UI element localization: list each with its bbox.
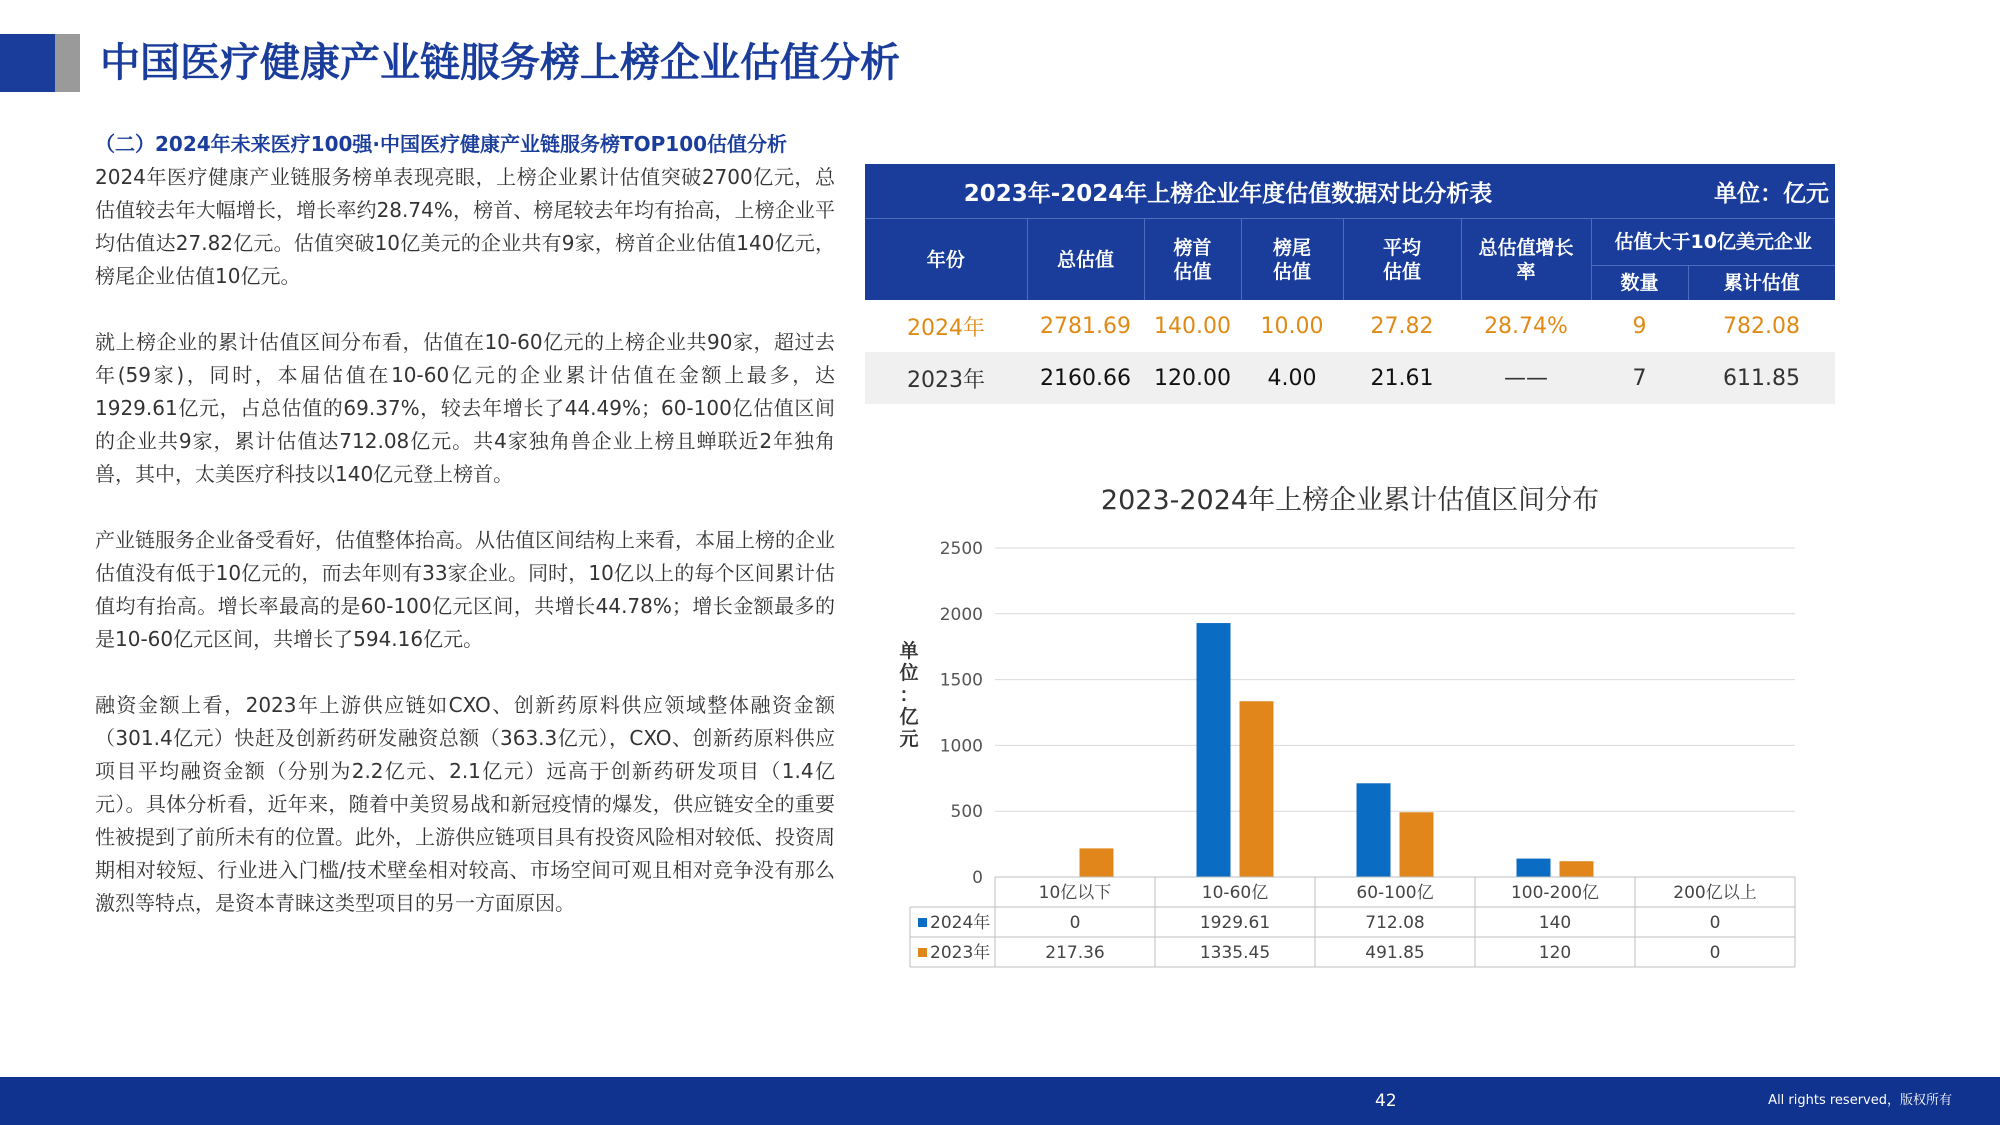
x-tick-label: 10亿以下 [1038, 883, 1112, 903]
title-accent-blue [0, 34, 55, 92]
header-avg: 平均 估值 [1343, 219, 1461, 301]
paragraph-4: 融资金额上看，2023年上游供应链如CXO、创新药原料供应领域整体融资金额（301.4亿元）快赶及创新药研发融资总额（363.3亿元），CXO、创新药原料供应项目平均融资金额（分别为2.2亿元、2.1亿元）远高于创新药研发项目（1.4亿元）。具体分析看，近年来，随着中美贸易战和新冠疫情的爆发，供应链安全的重要性被提到了前所未有的位置。此外，上游供应链项目具有投资风险相对较低、投资周期相对较短、行业进入门槛/技术壁垒相对较高、市场空间可观且相对竞争没有那么激烈等特点，是资本青睐这类型项目的另一方面原因。 [95, 693, 835, 915]
cell-bottom: 10.00 [1241, 300, 1343, 352]
legend-label: 2024年 [930, 913, 991, 933]
valuation-comparison-table [865, 164, 1835, 404]
paragraph-3: 产业链服务企业备受看好，估值整体抬高。从估值区间结构上来看，本届上榜的企业估值没有低于10亿元的，而去年则有33家企业。同时，10亿以上的每个区间累计估值均有抬高。增长率最高的是60-100亿元区间，共增长44.78%；增长金额最多的是10-60亿元区间，共增长了594.16亿元。 [95, 528, 835, 651]
header-over-1b: 估值大于10亿美元企业 [1591, 219, 1835, 266]
table-header-row [865, 219, 1835, 266]
header-top: 榜首 估值 [1144, 219, 1241, 301]
legend-swatch [918, 948, 927, 957]
table-title: 2023年-2024年上榜企业年度估值数据对比分析表 [865, 164, 1591, 219]
bar-2023 [1560, 861, 1594, 877]
cell-top: 120.00 [1144, 352, 1241, 404]
paragraph-1: 2024年医疗健康产业链服务榜单表现亮眼，上榜企业累计估值突破2700亿元，总估值较去年大幅增长，增长率约28.74%，榜首、榜尾较去年均有抬高，上榜企业平均估值达27.82亿元。估值突破10亿美元的企业共有9家，榜首企业估值140亿元，榜尾企业估值10亿元。 [95, 165, 835, 288]
cell-growth: 28.74% [1461, 300, 1591, 352]
valuation-distribution-chart [880, 530, 1810, 980]
data-label: 120 [1538, 943, 1572, 963]
header-count: 数量 [1591, 266, 1688, 301]
bar-2024 [1517, 859, 1551, 877]
data-label: 0 [1709, 913, 1721, 933]
bar-2024 [1197, 623, 1231, 877]
cell-cum: 782.08 [1688, 300, 1835, 352]
footer [0, 1077, 2000, 1125]
cell-cum: 611.85 [1688, 352, 1835, 404]
data-label: 1335.45 [1199, 943, 1271, 963]
bar-2023 [1240, 701, 1274, 877]
cell-total: 2160.66 [1027, 352, 1144, 404]
data-label: 217.36 [1045, 943, 1105, 963]
bar-2023 [1400, 812, 1434, 877]
table-unit: 单位：亿元 [1591, 164, 1835, 219]
chart-title: 2023-2024年上榜企业累计估值区间分布 [1100, 485, 1600, 516]
page-title: 中国医疗健康产业链服务榜上榜企业估值分析 [100, 40, 900, 86]
data-label: 0 [1069, 913, 1081, 933]
data-label: 491.85 [1365, 943, 1425, 963]
table-row [865, 300, 1835, 352]
y-tick-label: 2000 [939, 604, 983, 625]
cell-avg: 21.61 [1343, 352, 1461, 404]
data-label: 140 [1538, 913, 1572, 933]
cell-count: 9 [1591, 300, 1688, 352]
y-tick-label: 1500 [939, 670, 983, 691]
x-tick-label: 100-200亿 [1510, 883, 1600, 903]
y-tick-label: 500 [950, 802, 983, 823]
y-tick-label: 0 [972, 868, 983, 888]
legend-label: 2023年 [930, 943, 991, 963]
page-number: 42 [1375, 1091, 1397, 1111]
data-label: 1929.61 [1199, 913, 1271, 933]
section-heading: （二）2024年未来医疗100强·中国医疗健康产业链服务榜TOP100估值分析 [95, 132, 788, 156]
header-total: 总估值 [1027, 219, 1144, 301]
x-tick-label: 10-60亿 [1201, 883, 1269, 903]
cell-count: 7 [1591, 352, 1688, 404]
header-cum: 累计估值 [1688, 266, 1835, 301]
analysis-text [95, 128, 835, 953]
bar-2024 [1357, 783, 1391, 877]
data-label: 712.08 [1365, 913, 1425, 933]
table-row [865, 352, 1835, 404]
header-bottom: 榜尾 估值 [1241, 219, 1343, 301]
y-tick-label: 1000 [939, 736, 983, 757]
header-year: 年份 [865, 219, 1027, 301]
cell-year: 2023年 [865, 352, 1027, 404]
y-axis-title: 单 位 ： 亿 元 [899, 640, 919, 750]
paragraph-2: 就上榜企业的累计估值区间分布看，估值在10-60亿元的上榜企业共90家，超过去年(59家)，同时，本届估值在10-60亿元的企业累计估值在金额上最多，达1929.61亿元，占总估值的69.37%，较去年增长了44.49%；60-100亿估值区间的企业共9家，累计估值达712.08亿元。共4家独角兽企业上榜且蝉联近2年独角兽，其中，太美医疗科技以140亿元登上榜首。 [95, 330, 835, 486]
cell-total: 2781.69 [1027, 300, 1144, 352]
x-tick-label: 60-100亿 [1356, 883, 1434, 903]
bar-2023 [1080, 848, 1114, 877]
cell-year: 2024年 [865, 300, 1027, 352]
table-caption-row [865, 164, 1835, 219]
legend-swatch [918, 918, 927, 927]
cell-bottom: 4.00 [1241, 352, 1343, 404]
title-accent-gray [55, 34, 80, 92]
y-tick-label: 2500 [939, 539, 983, 559]
cell-growth: —— [1461, 352, 1591, 404]
copyright: All rights reserved，版权所有 [1768, 1093, 1952, 1108]
cell-avg: 27.82 [1343, 300, 1461, 352]
data-label: 0 [1709, 943, 1721, 963]
cell-top: 140.00 [1144, 300, 1241, 352]
x-tick-label: 200亿以上 [1673, 883, 1757, 903]
header-growth: 总估值增长 率 [1461, 219, 1591, 301]
